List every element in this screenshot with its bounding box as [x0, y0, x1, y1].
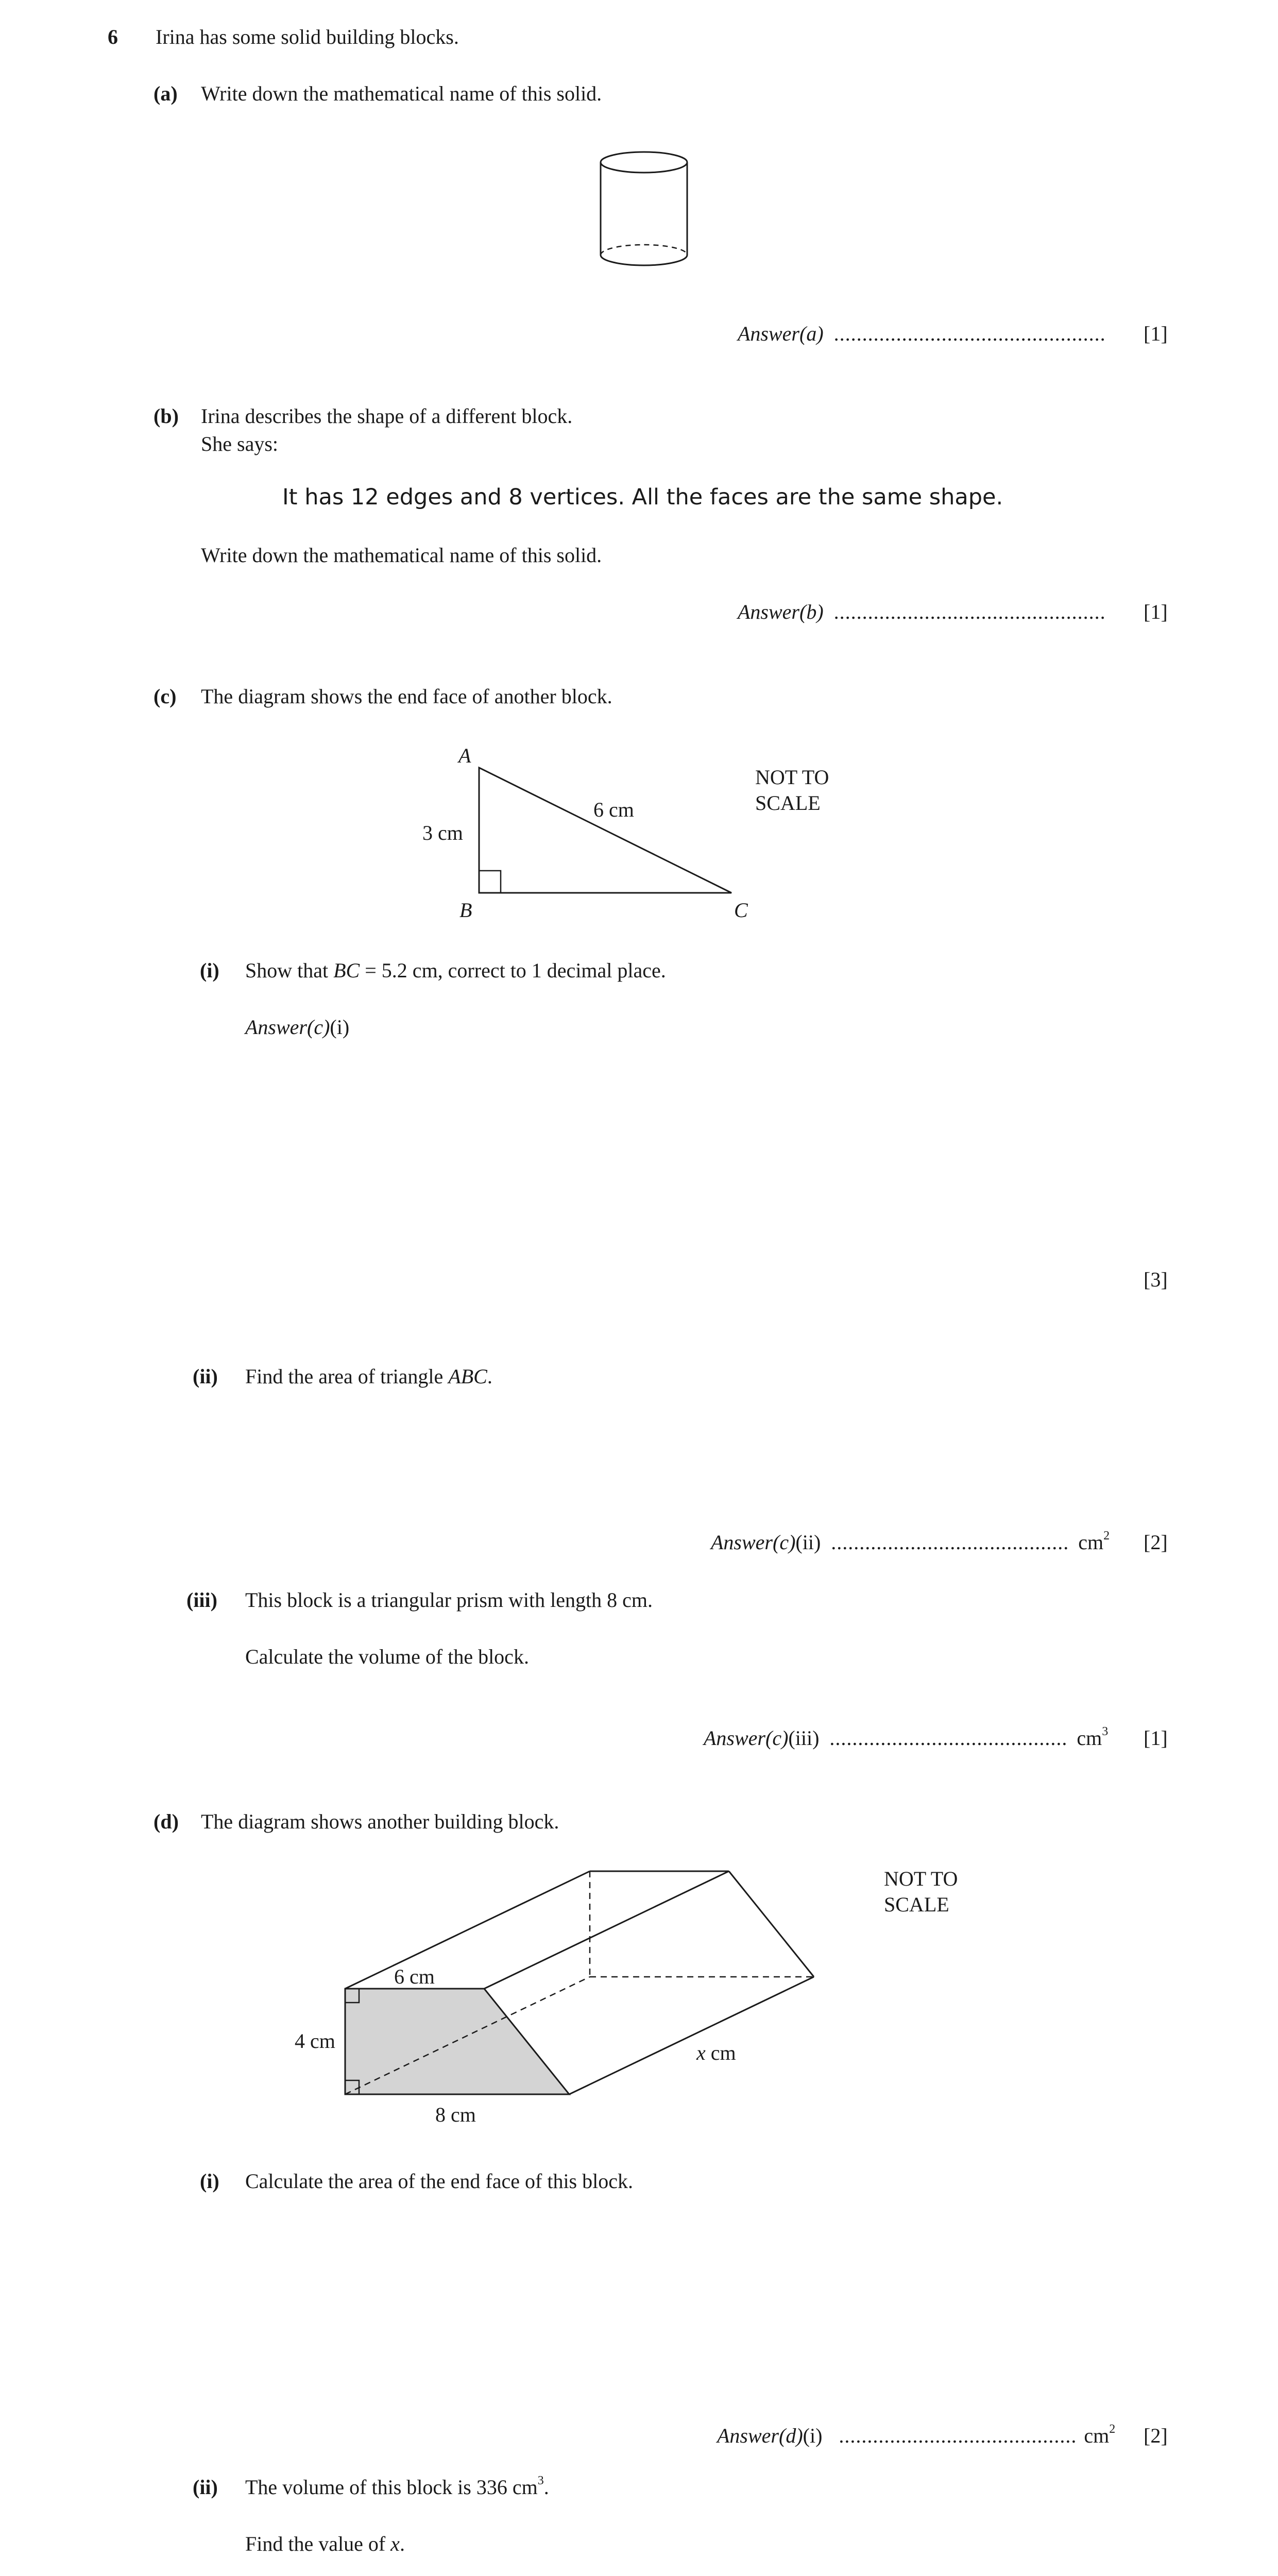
answer-b-row	[738, 602, 1106, 622]
vertex-b-label: B	[459, 899, 472, 922]
answer-c-i-label: Answer(c)(i)	[245, 1015, 350, 1039]
part-b-line1: Irina describes the shape of a different block.	[201, 404, 573, 428]
answer-c-iii-field[interactable]: ..........................................	[829, 1726, 1068, 1750]
answer-a-label: Answer(a)	[738, 322, 824, 345]
part-c-ii-text: Find the area of triangle ABC.	[245, 1365, 492, 1388]
part-c-i-label: (i)	[200, 959, 219, 982]
answer-d-i-field[interactable]: ..........................................	[839, 2424, 1077, 2447]
prism-top-left-edge	[345, 1871, 590, 1989]
answer-c-ii-marks: [2]	[1144, 1531, 1168, 1554]
answer-c-ii-row: Answer(c)(ii) .......................................... $cm^2$	[711, 1529, 1110, 1554]
cylinder-bottom-front	[601, 255, 687, 265]
question-intro: Irina has some solid building blocks.	[156, 25, 459, 48]
answer-b-field[interactable]: ................................................	[833, 600, 1106, 623]
not-to-scale-line2: SCALE	[755, 791, 821, 815]
answer-a-row	[738, 324, 1106, 344]
prism-diagram	[268, 1855, 1041, 2133]
vertex-a-label: A	[458, 744, 471, 767]
top-edge-label: 6 cm	[394, 1965, 435, 1988]
part-b-line2: She says:	[201, 432, 278, 455]
length-x-label: x cm	[696, 2041, 736, 2064]
not-to-scale-line2: SCALE	[884, 1893, 949, 1916]
answer-a-field[interactable]: ................................................	[833, 322, 1106, 345]
part-d-i-label: (i)	[200, 2170, 219, 2193]
answer-a-marks: [1]	[1144, 322, 1168, 345]
left-edge-label: 4 cm	[295, 2029, 335, 2053]
prism-back-slant-edge	[729, 1871, 814, 1977]
part-b-label: (b)	[154, 404, 179, 428]
not-to-scale-line1: NOT TO	[884, 1867, 958, 1890]
part-a-text: Write down the mathematical name of this solid.	[201, 82, 602, 105]
answer-c-i-marks: [3]	[1144, 1268, 1168, 1291]
part-c-ii-label: (ii)	[193, 1365, 218, 1388]
side-ac-label: 6 cm	[593, 798, 634, 821]
answer-b-label: Answer(b)	[738, 600, 824, 623]
part-c-iii-text: This block is a triangular prism with length 8 cm.	[245, 1588, 653, 1612]
not-to-scale-line1: NOT TO	[755, 766, 829, 789]
answer-b-marks: [1]	[1144, 600, 1168, 623]
part-c-label: (c)	[154, 685, 177, 708]
vertex-c-label: C	[734, 899, 748, 922]
answer-c-iii-row: Answer(c)(iii) .......................................... $cm^3$	[704, 1724, 1109, 1750]
cylinder-bottom-back-hidden	[601, 245, 687, 255]
part-d-ii-text2: Find the value of x.	[245, 2532, 405, 2555]
part-b-quote: It has 12 edges and 8 vertices. All the faces are the same shape.	[282, 484, 1003, 510]
part-d-label: (d)	[154, 1810, 179, 1833]
part-c-iii-text2: Calculate the volume of the block.	[245, 1645, 529, 1668]
part-c-i-text: Show that BC = 5.2 cm, correct to 1 decimal place.	[245, 959, 666, 982]
answer-d-i-marks: [2]	[1144, 2424, 1168, 2447]
answer-c-iii-marks: [1]	[1144, 1726, 1168, 1750]
question-number: 6	[108, 25, 118, 48]
answer-c-ii-field[interactable]: ..........................................	[831, 1531, 1069, 1554]
triangle-abc	[479, 768, 731, 893]
cylinder-top-ellipse	[601, 152, 687, 173]
bottom-edge-label: 8 cm	[435, 2103, 476, 2126]
cylinder-diagram	[592, 144, 695, 283]
part-d-ii-text: The volume of this block is 336 $cm^3$.	[245, 2473, 549, 2499]
prism-bottom-right-edge	[569, 1977, 814, 2094]
part-b-instruction: Write down the mathematical name of this solid.	[201, 544, 602, 567]
part-d-ii-label: (ii)	[193, 2476, 218, 2499]
answer-d-i-row: Answer(d)(i) .......................................... $cm^2$	[717, 2422, 1116, 2447]
part-d-i-text: Calculate the area of the end face of this block.	[245, 2170, 633, 2193]
right-angle-marker-b	[479, 871, 501, 893]
triangle-abc-diagram	[402, 737, 865, 922]
prism-top-mid-edge	[484, 1871, 729, 1989]
side-ab-label: 3 cm	[422, 821, 463, 844]
part-c-text: The diagram shows the end face of another block.	[201, 685, 612, 708]
part-d-text: The diagram shows another building block.	[201, 1810, 559, 1833]
part-a-label: (a)	[154, 82, 178, 105]
part-c-iii-label: (iii)	[186, 1588, 217, 1612]
